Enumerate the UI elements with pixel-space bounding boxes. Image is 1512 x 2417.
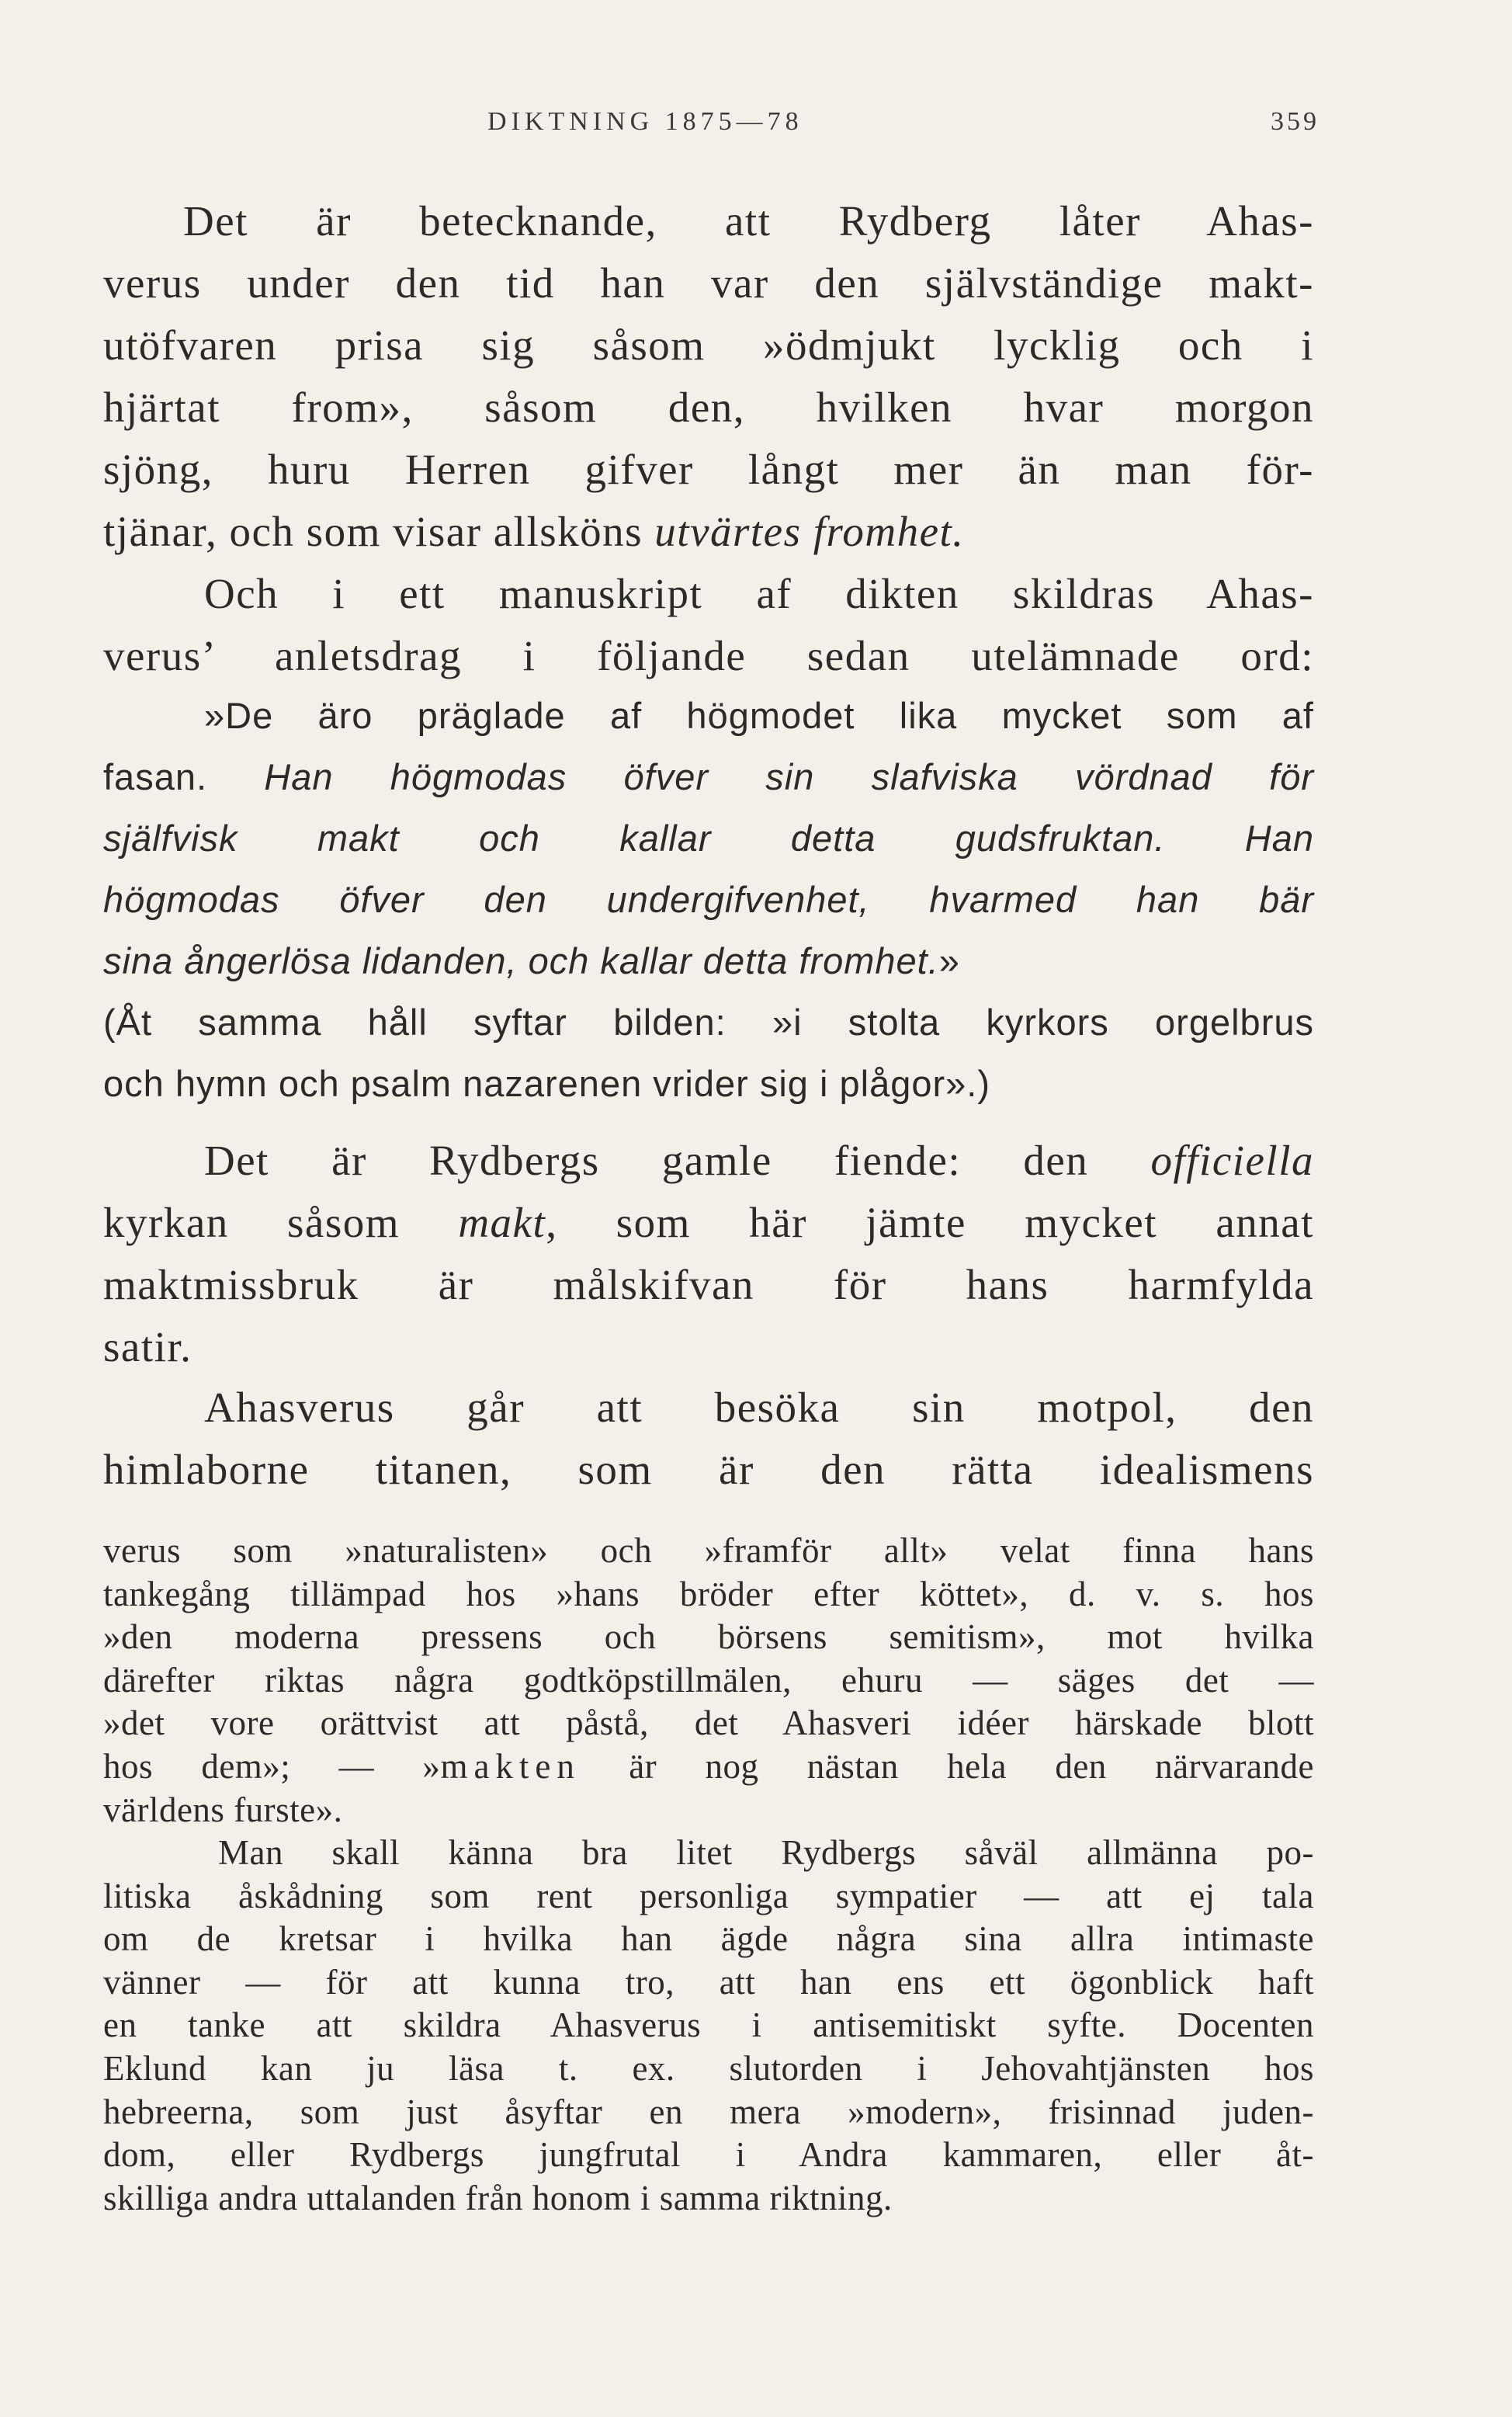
- text-run: »: [938, 940, 960, 981]
- text-line: och hymn och psalm nazarenen vrider sig i plågor».): [103, 1063, 990, 1104]
- text-line: Det är betecknande, att Rydberg låter Ahas-: [183, 197, 1314, 245]
- text-line: hebreerna, som just åsyftar en mera »modern», frisinnad juden-: [103, 2092, 1314, 2131]
- text-line: [103, 1192, 1314, 1254]
- text-line: verus som »naturalisten» och »framför allt» velat finna hans: [103, 1531, 1314, 1570]
- footnote-paragraph-2: [103, 1832, 1314, 2220]
- manuscript-quote: [103, 685, 1314, 1114]
- text-run: fasan.: [103, 756, 265, 797]
- italic-text-line: högmodas öfver den undergifvenhet, hvarmed han bär: [103, 879, 1314, 920]
- italic-text: utvärtes fromhet.: [654, 508, 965, 555]
- text-line: [103, 746, 1314, 807]
- text-line: en tanke att skildra Ahasverus i antisemitiskt syfte. Docenten: [103, 2005, 1314, 2045]
- italic-text: sina ångerlösa lidanden, och kallar detta fromhet.: [103, 940, 939, 981]
- text-line: Och i ett manuskript af dikten skildras Ahas-: [204, 570, 1314, 617]
- text-line: därefter riktas några godtköpstillmälen, ehuru — säges det —: [103, 1660, 1314, 1700]
- text-run: tjänar, och som visar allsköns: [103, 508, 655, 555]
- text-line: satir.: [103, 1323, 192, 1370]
- paragraph-3: [103, 1130, 1314, 1378]
- text-line: sjöng, huru Herren gifver långt mer än man för-: [103, 446, 1314, 493]
- text-line: »De äro präglade af högmodet lika mycket som af: [204, 695, 1314, 736]
- text-line: himlaborne titanen, som är den rätta idealismens: [103, 1446, 1314, 1493]
- text-line: verus’ anletsdrag i följande sedan utelämnade ord:: [103, 632, 1314, 679]
- text-run: hos dem»; — »: [103, 1746, 441, 1786]
- italic-text: Han högmodas öfver sin slafviska vördnad för: [264, 756, 1315, 797]
- text-line: hjärtat from», såsom den, hvilken hvar morgon: [103, 384, 1314, 431]
- text-line: verus under den tid han var den självständige makt-: [103, 259, 1314, 307]
- footnote-continued: [103, 1530, 1314, 1832]
- text-line: tankegång tillämpad hos »hans bröder efter köttet», d. v. s. hos: [103, 1574, 1314, 1613]
- text-line: litiska åskådning som rent personliga sympatier — att ej tala: [103, 1876, 1314, 1915]
- paragraph-2: [103, 563, 1314, 687]
- paragraph-1: [103, 190, 1314, 563]
- italic-text: officiella: [1150, 1137, 1314, 1184]
- text-line: [103, 501, 1314, 563]
- text-run: kyrkan såsom: [103, 1199, 459, 1246]
- text-line: »den moderna pressens och börsens semitism», mot hvilka: [103, 1617, 1314, 1657]
- text-line: om de kretsar i hvilka han ägde några sina allra intimaste: [103, 1919, 1314, 1959]
- text-line: dom, eller Rydbergs jungfrutal i Andra kammaren, eller åt-: [103, 2135, 1314, 2175]
- page-number: 359: [1271, 107, 1320, 136]
- text-line: utöfvaren prisa sig såsom »ödmjukt lycklig och i: [103, 321, 1314, 369]
- italic-text-line: själfvisk makt och kallar detta gudsfruktan. Han: [103, 818, 1314, 859]
- text-run: , som här jämte mycket annat: [546, 1199, 1314, 1246]
- text-line: världens furste».: [103, 1790, 343, 1829]
- text-line: [103, 1745, 1314, 1789]
- italic-text: makt: [458, 1199, 546, 1246]
- text-line: maktmissbruk är målskifvan för hans harmfylda: [103, 1261, 1314, 1308]
- paragraph-4: [103, 1377, 1314, 1501]
- text-line: [103, 930, 1314, 991]
- spaced-text: makten: [440, 1746, 581, 1786]
- text-line: [103, 1130, 1314, 1192]
- text-line: vänner — för att kunna tro, att han ens ett ögonblick haft: [103, 1962, 1314, 2002]
- text-line: Eklund kan ju läsa t. ex. slutorden i Jehovahtjänsten hos: [103, 2048, 1314, 2088]
- text-line: skilliga andra uttalanden från honom i samma riktning.: [103, 2178, 893, 2217]
- text-line: Man skall känna bra litet Rydbergs såväl allmänna po-: [218, 1833, 1314, 1872]
- text-line: (Åt samma håll syftar bilden: »i stolta kyrkors orgelbrus: [103, 1002, 1314, 1043]
- text-line: »det vore orättvist att påstå, det Ahasveri idéer härskade blott: [103, 1703, 1314, 1743]
- text-line: Ahasverus går att besöka sin motpol, den: [204, 1384, 1314, 1431]
- running-title: DIKTNING 1875—78: [487, 107, 803, 136]
- text-run: är nog nästan hela den närvarande: [580, 1746, 1314, 1786]
- text-run: Det är Rydbergs gamle fiende: den: [204, 1137, 1151, 1184]
